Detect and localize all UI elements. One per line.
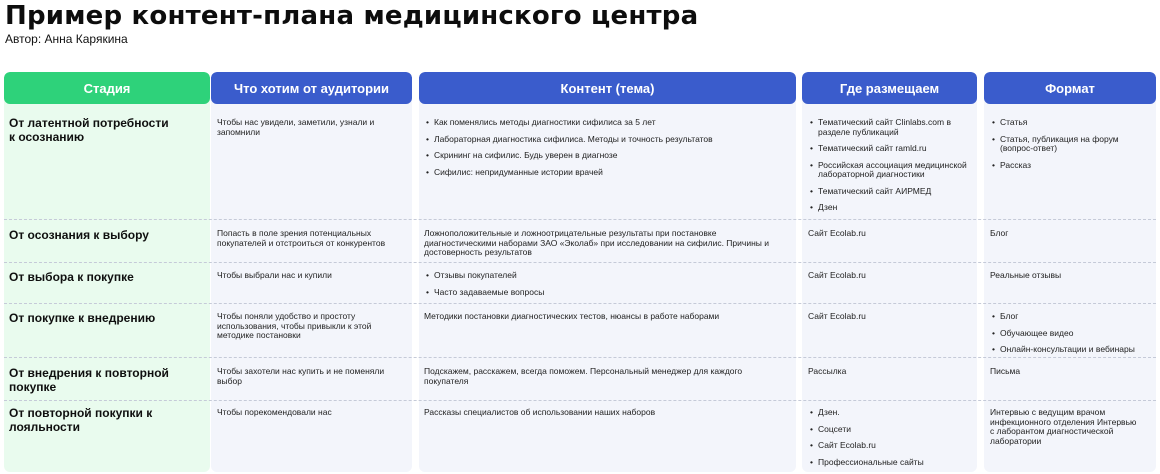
list-item: • Тематический сайт ramld.ru xyxy=(808,144,968,154)
list-item: • Скрининг на сифилис. Будь уверен в диагнозе xyxy=(424,151,789,161)
list-item: • Как поменялись методы диагностики сифилиса за 5 лет xyxy=(424,118,789,128)
list-item: • Дзен xyxy=(808,203,968,213)
page-title: Пример контент-плана медицинского центра xyxy=(5,1,699,31)
page-header xyxy=(5,0,698,46)
want-cell: Чтобы захотели нас купить и не поменяли выбор xyxy=(217,366,385,386)
content-cell: Методики постановки диагностических тестов, нюансы в работе наборами xyxy=(424,311,720,321)
format-cell: Интервью с ведущим врачом инфекционного отделения Интервью с лаборантом диагностической лаборатории xyxy=(990,407,1137,446)
format-list xyxy=(990,118,1150,177)
where-list xyxy=(808,408,968,474)
want-cell: Чтобы нас увидели, заметили, узнали и запомнили xyxy=(217,117,375,137)
list-item: • Лабораторная диагностика сифилиса. Методы и точность результатов xyxy=(424,135,789,145)
list-item: • Блог xyxy=(990,312,1152,322)
list-item: • Дзен. xyxy=(808,408,968,418)
author-line: Автор: Анна Карякина xyxy=(5,32,128,46)
list-item: • Тематический сайт АИРМЕД xyxy=(808,187,968,197)
format-list xyxy=(990,312,1152,362)
list-item: • Тематический сайт Clinlabs.com в разделе публикаций xyxy=(808,118,968,137)
column-header-want: Что хотим от аудитории xyxy=(211,72,412,104)
format-cell: Реальные отзывы xyxy=(990,270,1062,280)
where-cell: Рассылка xyxy=(808,366,847,376)
list-item: • Часто задаваемые вопросы xyxy=(424,288,789,298)
column-header-format: Формат xyxy=(984,72,1156,104)
format-cell: Блог xyxy=(990,228,1009,238)
list-item: • Сайт Ecolab.ru xyxy=(808,441,968,451)
content-cell: Рассказы специалистов об использовании наших наборов xyxy=(424,407,656,417)
list-item: • Соцсети xyxy=(808,425,968,435)
where-list xyxy=(808,118,968,220)
list-item: • Онлайн-консультации и вебинары xyxy=(990,345,1152,355)
want-cell: Чтобы выбрали нас и купили xyxy=(217,270,332,280)
where-cell: Сайт Ecolab.ru xyxy=(808,270,866,280)
column-header-content: Контент (тема) xyxy=(419,72,796,104)
stage-cell: От латентной потребности к осознанию xyxy=(9,116,169,144)
list-item: • Статья, публикация на форум (вопрос-ответ) xyxy=(990,135,1150,154)
want-cell: Попасть в поле зрения потенциальных покупателей и отстроиться от конкурентов xyxy=(217,228,386,248)
format-cell: Письма xyxy=(990,366,1021,376)
list-item: • Профессиональные сайты xyxy=(808,458,968,468)
list-item: • Отзывы покупателей xyxy=(424,271,789,281)
stage-cell: От выбора к покупке xyxy=(9,270,134,284)
want-cell: Чтобы порекомендовали нас xyxy=(217,407,332,417)
column-header-where: Где размещаем xyxy=(802,72,977,104)
list-item: • Обучающее видео xyxy=(990,329,1152,339)
stage-cell: От повторной покупки к лояльности xyxy=(9,406,153,434)
list-item: • Статья xyxy=(990,118,1150,128)
content-list xyxy=(424,271,789,304)
row-divider xyxy=(4,219,1156,220)
stage-cell: От осознания к выбору xyxy=(9,228,149,242)
where-cell: Сайт Ecolab.ru xyxy=(808,228,866,238)
row-divider xyxy=(4,262,1156,263)
content-cell: Ложноположительные и ложноотрицательные результаты при постановке диагностическими наборами ЗАО «Эколаб» при исследовании на сифилис. Причины и достоверность результатов xyxy=(424,228,769,257)
column-header-stage: Стадия xyxy=(4,72,210,104)
want-cell: Чтобы поняли удобство и простоту использования, чтобы привыкли к этой методике постановки xyxy=(217,311,372,340)
stage-cell: От внедрения к повторной покупке xyxy=(9,366,169,394)
row-divider xyxy=(4,400,1156,401)
where-cell: Сайт Ecolab.ru xyxy=(808,311,866,321)
content-list xyxy=(424,118,789,184)
list-item: • Сифилис: непридуманные истории врачей xyxy=(424,168,789,178)
list-item: • Российская ассоциация медицинской лабораторной диагностики xyxy=(808,161,968,180)
row-divider xyxy=(4,357,1156,358)
stage-cell: От покупке к внедрению xyxy=(9,311,156,325)
content-cell: Подскажем, расскажем, всегда поможем. Персональный менеджер для каждого покупателя xyxy=(424,366,743,386)
list-item: • Рассказ xyxy=(990,161,1150,171)
